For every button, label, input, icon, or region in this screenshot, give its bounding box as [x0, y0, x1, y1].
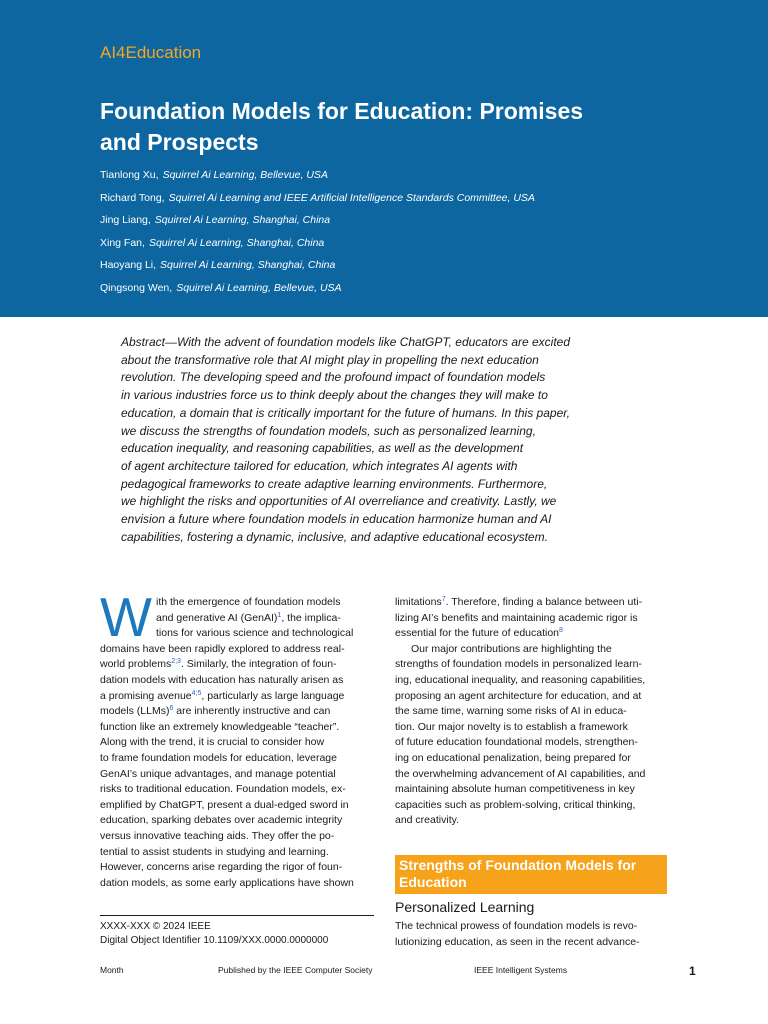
abstract-line: envision a future where foundation models in education harmonize human and AI [121, 512, 552, 527]
doi-line: Digital Object Identifier 10.1109/XXX.0000.0000000 [100, 935, 329, 946]
abstract-line: education inequality, and reasoning capabilities, as well as the development [121, 441, 524, 456]
author-row [100, 257, 720, 280]
abstract-line: capabilities, fostering a dynamic, inclusive, and adaptive educational ecosystem. [121, 529, 548, 544]
body-line: the overwhelming advancement of AI capabilities, and [395, 767, 646, 780]
body-line: The technical prowess of foundation models is revo- [395, 920, 638, 932]
section-heading [395, 855, 667, 894]
body-line: lutionizing education, as seen in the recent advance- [395, 935, 640, 948]
body-line: to frame foundation models for education, leverage [100, 751, 337, 764]
section-heading-line: Education [399, 874, 467, 890]
author-name: Qingsong Wen, [100, 281, 173, 294]
body-line: of future education foundational models, strengthen- [395, 736, 638, 749]
body-line: ing, educational inequality, and reasoning capabilities, [395, 673, 646, 686]
author-affiliation: Squirrel Ai Learning, Bellevue, USA [162, 169, 328, 181]
body-line: dation models, as some early applications have shown [100, 876, 354, 889]
body-text: , the implica- [281, 611, 341, 624]
body-line [100, 704, 374, 720]
body-line: the same time, warning some risks of AI in educa- [395, 705, 627, 718]
abstract-line: about the transformative role that AI might play in propelling the next education [121, 352, 539, 367]
body-line: tion. Our major novelty is to establish a framework [395, 720, 628, 733]
body-line: GenAI’s unique advantages, and manage potential [100, 767, 336, 780]
body-line: capacities such as problem-solving, critical thinking, [395, 798, 636, 811]
abstract-line: revolution. The developing speed and the profound impact of foundation models [121, 370, 546, 385]
header-banner [0, 0, 768, 317]
body-line: However, concerns arise regarding the rigor of foun- [100, 861, 343, 874]
abstract-line: we highlight the risks and opportunities of AI overreliance and creativity. Lastly, we [121, 494, 557, 509]
body-line: domains have been rapidly explored to address real- [100, 642, 345, 655]
body-line: proposing an agent architecture for education, and at [395, 689, 642, 702]
body-text: are inherently instructive and can [173, 705, 331, 718]
body-line: Our major contributions are highlighting the [411, 642, 612, 655]
citation-link[interactable]: 6 [169, 705, 174, 713]
author-row [100, 212, 720, 235]
author-row [100, 280, 720, 303]
body-line: risks to traditional education. Foundation models, ex- [100, 783, 346, 796]
abstract-line: education, a domain that is critically important for the future of humans. In this paper, [121, 405, 570, 420]
page-number: 1 [689, 964, 696, 978]
author-list [100, 167, 720, 302]
body-line [100, 611, 374, 627]
body-left-column [100, 595, 374, 891]
abstract [121, 334, 583, 546]
copyright-line: XXXX-XXX © 2024 IEEE [100, 921, 211, 932]
subsection-heading: Personalized Learning [395, 899, 535, 915]
body-line: maintaining absolute human competitiveness in key [395, 783, 635, 796]
body-text: and generative AI (GenAI) [156, 611, 278, 624]
author-row [100, 167, 720, 190]
author-affiliation: Squirrel Ai Learning and IEEE Artificial Intelligence Standards Committee, USA [168, 191, 535, 204]
citation-link[interactable]: 1 [277, 611, 282, 619]
section-heading-line: Strengths of Foundation Models for [399, 857, 637, 873]
subsection-text [395, 919, 667, 950]
body-line: Along with the trend, it is crucial to consider how [100, 736, 325, 749]
author-row [100, 235, 720, 258]
body-line: ing on educational penalization, being prepared for [395, 751, 631, 764]
body-right-column [395, 595, 667, 829]
body-line: function like an extremely knowledgeable “teacher”. [100, 720, 340, 733]
footer-month: Month [100, 965, 124, 975]
abstract-line: pedagogical frameworks to create adaptive learning environments. Furthermore, [121, 476, 548, 491]
body-line: dation models with education has naturally arisen as [100, 673, 344, 686]
author-affiliation: Squirrel Ai Learning, Shanghai, China [154, 214, 331, 226]
footnote-divider [100, 915, 374, 916]
paper-title [100, 96, 700, 158]
abstract-line: of agent architecture tailored for education, which integrates AI agents with [121, 458, 518, 473]
body-line: lizing AI’s benefits and maintaining academic rigor is [395, 611, 638, 624]
body-line [100, 689, 374, 705]
author-name: Haoyang Li, [100, 259, 157, 271]
citation-link[interactable]: 7 [441, 596, 446, 603]
citation-link[interactable]: 8 [559, 627, 563, 635]
abstract-line: Abstract—With the advent of foundation models like ChatGPT, educators are excited [121, 335, 571, 349]
footer-publisher: Published by the IEEE Computer Society [218, 965, 373, 975]
body-line [395, 595, 667, 611]
body-line [395, 626, 667, 642]
title-line: Foundation Models for Education: Promises [100, 98, 584, 124]
body-line: and creativity. [395, 814, 459, 827]
author-name: Jing Liang, [100, 214, 151, 226]
footer-journal: IEEE Intelligent Systems [474, 965, 568, 975]
author-affiliation: Squirrel Ai Learning, Shanghai, China [148, 236, 325, 249]
footnote [100, 920, 328, 948]
author-name: Xing Fan, [100, 236, 145, 249]
citation-link[interactable]: 4;5 [191, 689, 202, 697]
body-line: ith the emergence of foundation models [156, 596, 341, 608]
author-name: Richard Tong, [100, 191, 165, 204]
body-text: a promising avenue [100, 689, 192, 702]
body-line: emplified by ChatGPT, present a dual-edged sword in [100, 798, 349, 811]
body-text: . Similarly, the integration of foun- [180, 658, 337, 671]
author-row [100, 190, 720, 213]
citation-link[interactable]: 2;3 [171, 658, 181, 666]
body-line: tential to assist students in studying and learning. [100, 845, 329, 858]
author-affiliation: Squirrel Ai Learning, Bellevue, USA [176, 281, 342, 294]
body-text: essential for the future of education [395, 627, 560, 640]
body-line: tions for various science and technological [156, 627, 354, 640]
drop-cap: W [100, 586, 152, 648]
body-text: , particularly as large language [201, 689, 345, 702]
author-name: Tianlong Xu, [100, 169, 159, 181]
body-text: world problems [100, 658, 172, 671]
abstract-line: in various industries force us to think deeply about the changes they will make to [121, 388, 548, 403]
body-line: strengths of foundation models in personalized learn- [395, 658, 642, 671]
body-line: versus innovative teaching aids. They offer the po- [100, 829, 335, 842]
body-line: education, sparking debates over academic integrity [100, 814, 343, 827]
body-text: . Therefore, finding a balance between uti- [445, 596, 643, 608]
title-line: and Prospects [100, 129, 259, 155]
body-text: limitations [395, 596, 442, 608]
section-tag: AI4Education [100, 43, 202, 62]
abstract-line: we discuss the strengths of foundation models, such as personalized learning, [121, 423, 536, 438]
body-text: models (LLMs) [100, 705, 170, 718]
author-affiliation: Squirrel Ai Learning, Shanghai, China [160, 259, 336, 271]
body-line [100, 657, 374, 673]
